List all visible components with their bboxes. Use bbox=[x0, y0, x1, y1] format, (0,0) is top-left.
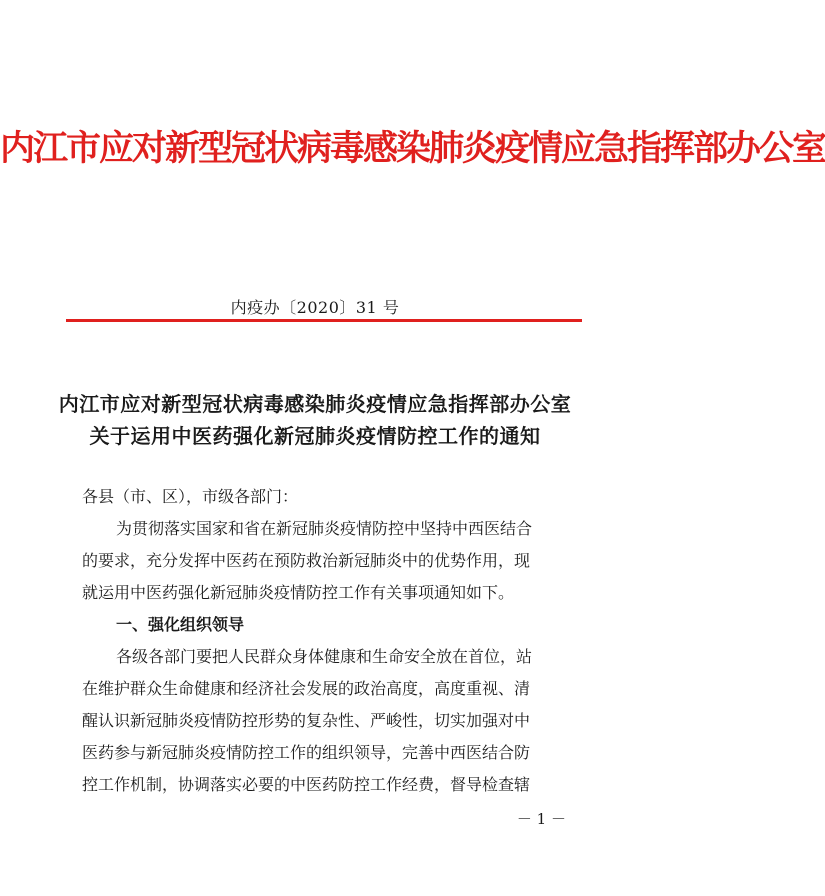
document-number: 内疫办〔2020〕31 号 bbox=[230, 298, 400, 317]
intro-line-3: 就运用中医药强化新冠肺炎疫情防控工作有关事项通知如下。 bbox=[82, 583, 515, 602]
page-number: － 1 － bbox=[516, 810, 566, 828]
notice-title-line-1: 内江市应对新型冠状病毒感染肺炎疫情应急指挥部办公室 bbox=[58, 392, 572, 416]
office-red-header: 内江市应对新型冠状病毒感染肺炎疫情应急指挥部办公室 bbox=[0, 128, 825, 169]
salutation: 各县（市、区），市级各部门： bbox=[82, 487, 299, 506]
red-divider-line bbox=[66, 319, 582, 322]
section-heading-1: 一、强化组织领导 bbox=[116, 615, 245, 634]
intro-line-2: 的要求，充分发挥中医药在预防救治新冠肺炎中的优势作用，现 bbox=[82, 551, 531, 570]
section1-line-5: 控工作机制，协调落实必要的中医药防控工作经费，督导检查辖 bbox=[82, 775, 531, 794]
intro-line-1: 为贯彻落实国家和省在新冠肺炎疫情防控中坚持中西医结合 bbox=[116, 519, 533, 538]
section1-line-1: 各级各部门要把人民群众身体健康和生命安全放在首位，站 bbox=[116, 647, 533, 666]
section1-line-4: 医药参与新冠肺炎疫情防控工作的组织领导，完善中西医结合防 bbox=[82, 743, 531, 762]
notice-title-line-2: 关于运用中医药强化新冠肺炎疫情防控工作的通知 bbox=[89, 424, 541, 448]
section1-line-2: 在维护群众生命健康和经济社会发展的政治高度，高度重视、清 bbox=[82, 679, 531, 698]
section1-line-3: 醒认识新冠肺炎疫情防控形势的复杂性、严峻性，切实加强对中 bbox=[82, 711, 531, 730]
